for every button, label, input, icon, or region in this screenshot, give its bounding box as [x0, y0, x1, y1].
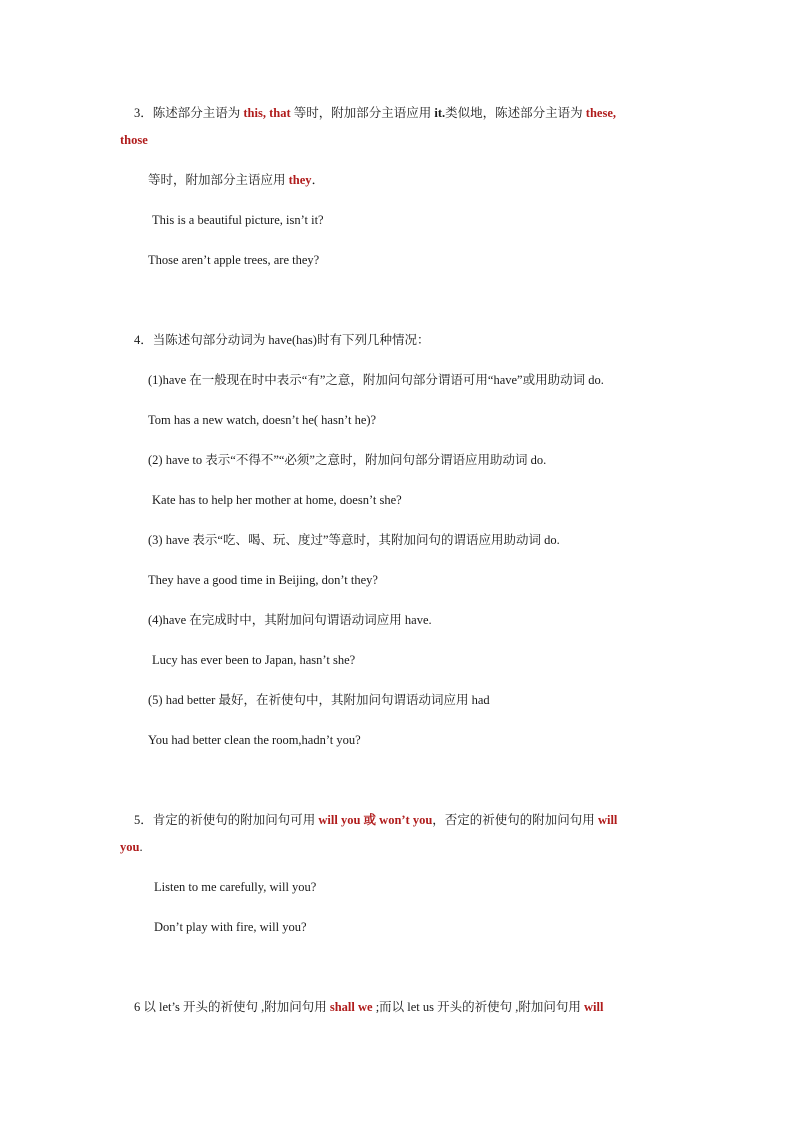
example-sentence: Kate has to help her mother at home, doesn’t she? [152, 493, 402, 507]
section-3-line-1 [134, 105, 616, 121]
rule-item: (5) had better 最好，在祈使句中，其附加问句谓语动词应用 had [148, 693, 490, 707]
text: ，否定的祈使句的附加问句用 [432, 813, 598, 827]
highlight-subject: this, that [243, 106, 291, 120]
text: 6 以 let’s 开头的祈使句 ,附加问句用 [134, 1000, 330, 1014]
example-sentence: Lucy has ever been to Japan, hasn’t she? [152, 653, 356, 667]
section-5-line-1 [134, 812, 617, 828]
text: ． [311, 173, 325, 187]
text: 类似地，陈述部分主语为 [445, 106, 586, 120]
rule-item: (3) have 表示“吃、喝、玩、度过”等意时，其附加问句的谓语应用助动词 do. [148, 533, 560, 547]
section-4-heading: 4．当陈述句部分动词为 have(has)时有下列几种情况： [134, 333, 430, 347]
example-sentence: Those aren’t apple trees, are they? [148, 253, 320, 267]
section-3-line-2 [120, 132, 148, 148]
bold-term: it. [434, 106, 446, 120]
highlight-subject: they [288, 173, 312, 187]
text: ;而以 let us 开头的祈使句 ,附加问句用 [372, 1000, 585, 1014]
highlight-tag: shall we [329, 1000, 373, 1014]
highlight-subject: these, [585, 106, 616, 120]
text: 等时，附加部分主语应用 [290, 106, 435, 120]
example-sentence: Tom has a new watch, doesn’t he( hasn’t he)? [148, 413, 377, 427]
highlight-tag: will you 或 won’t you [318, 813, 433, 827]
highlight-tag: will [584, 1000, 604, 1014]
text: 5．肯定的祈使句的附加问句可用 [134, 813, 319, 827]
section-3-line-3 [148, 172, 324, 188]
rule-item: (1)have 在一般现在时中表示“有”之意，附加问句部分谓语可用“have”或用助动词 do. [148, 373, 604, 387]
text: 等时，附加部分主语应用 [148, 173, 289, 187]
section-6-line-1 [134, 999, 603, 1015]
text: 3．陈述部分主语为 [134, 106, 244, 120]
section-5-line-2 [120, 839, 143, 855]
highlight-tag: will [597, 813, 618, 827]
example-sentence: Listen to me carefully, will you? [154, 880, 317, 894]
rule-item: (2) have to 表示“不得不”“必须”之意时，附加问句部分谓语应用助动词 do. [148, 453, 547, 467]
rule-item: (4)have 在完成时中，其附加问句谓语动词应用 have. [148, 613, 432, 627]
example-sentence: They have a good time in Beijing, don’t they? [148, 573, 378, 587]
example-sentence: Don’t play with fire, will you? [154, 920, 307, 934]
highlight-tag: you [120, 840, 140, 854]
example-sentence: This is a beautiful picture, isn’t it? [152, 213, 324, 227]
highlight-subject: those [120, 133, 148, 147]
example-sentence: You had better clean the room,hadn’t you? [148, 733, 361, 747]
text: . [139, 840, 143, 854]
